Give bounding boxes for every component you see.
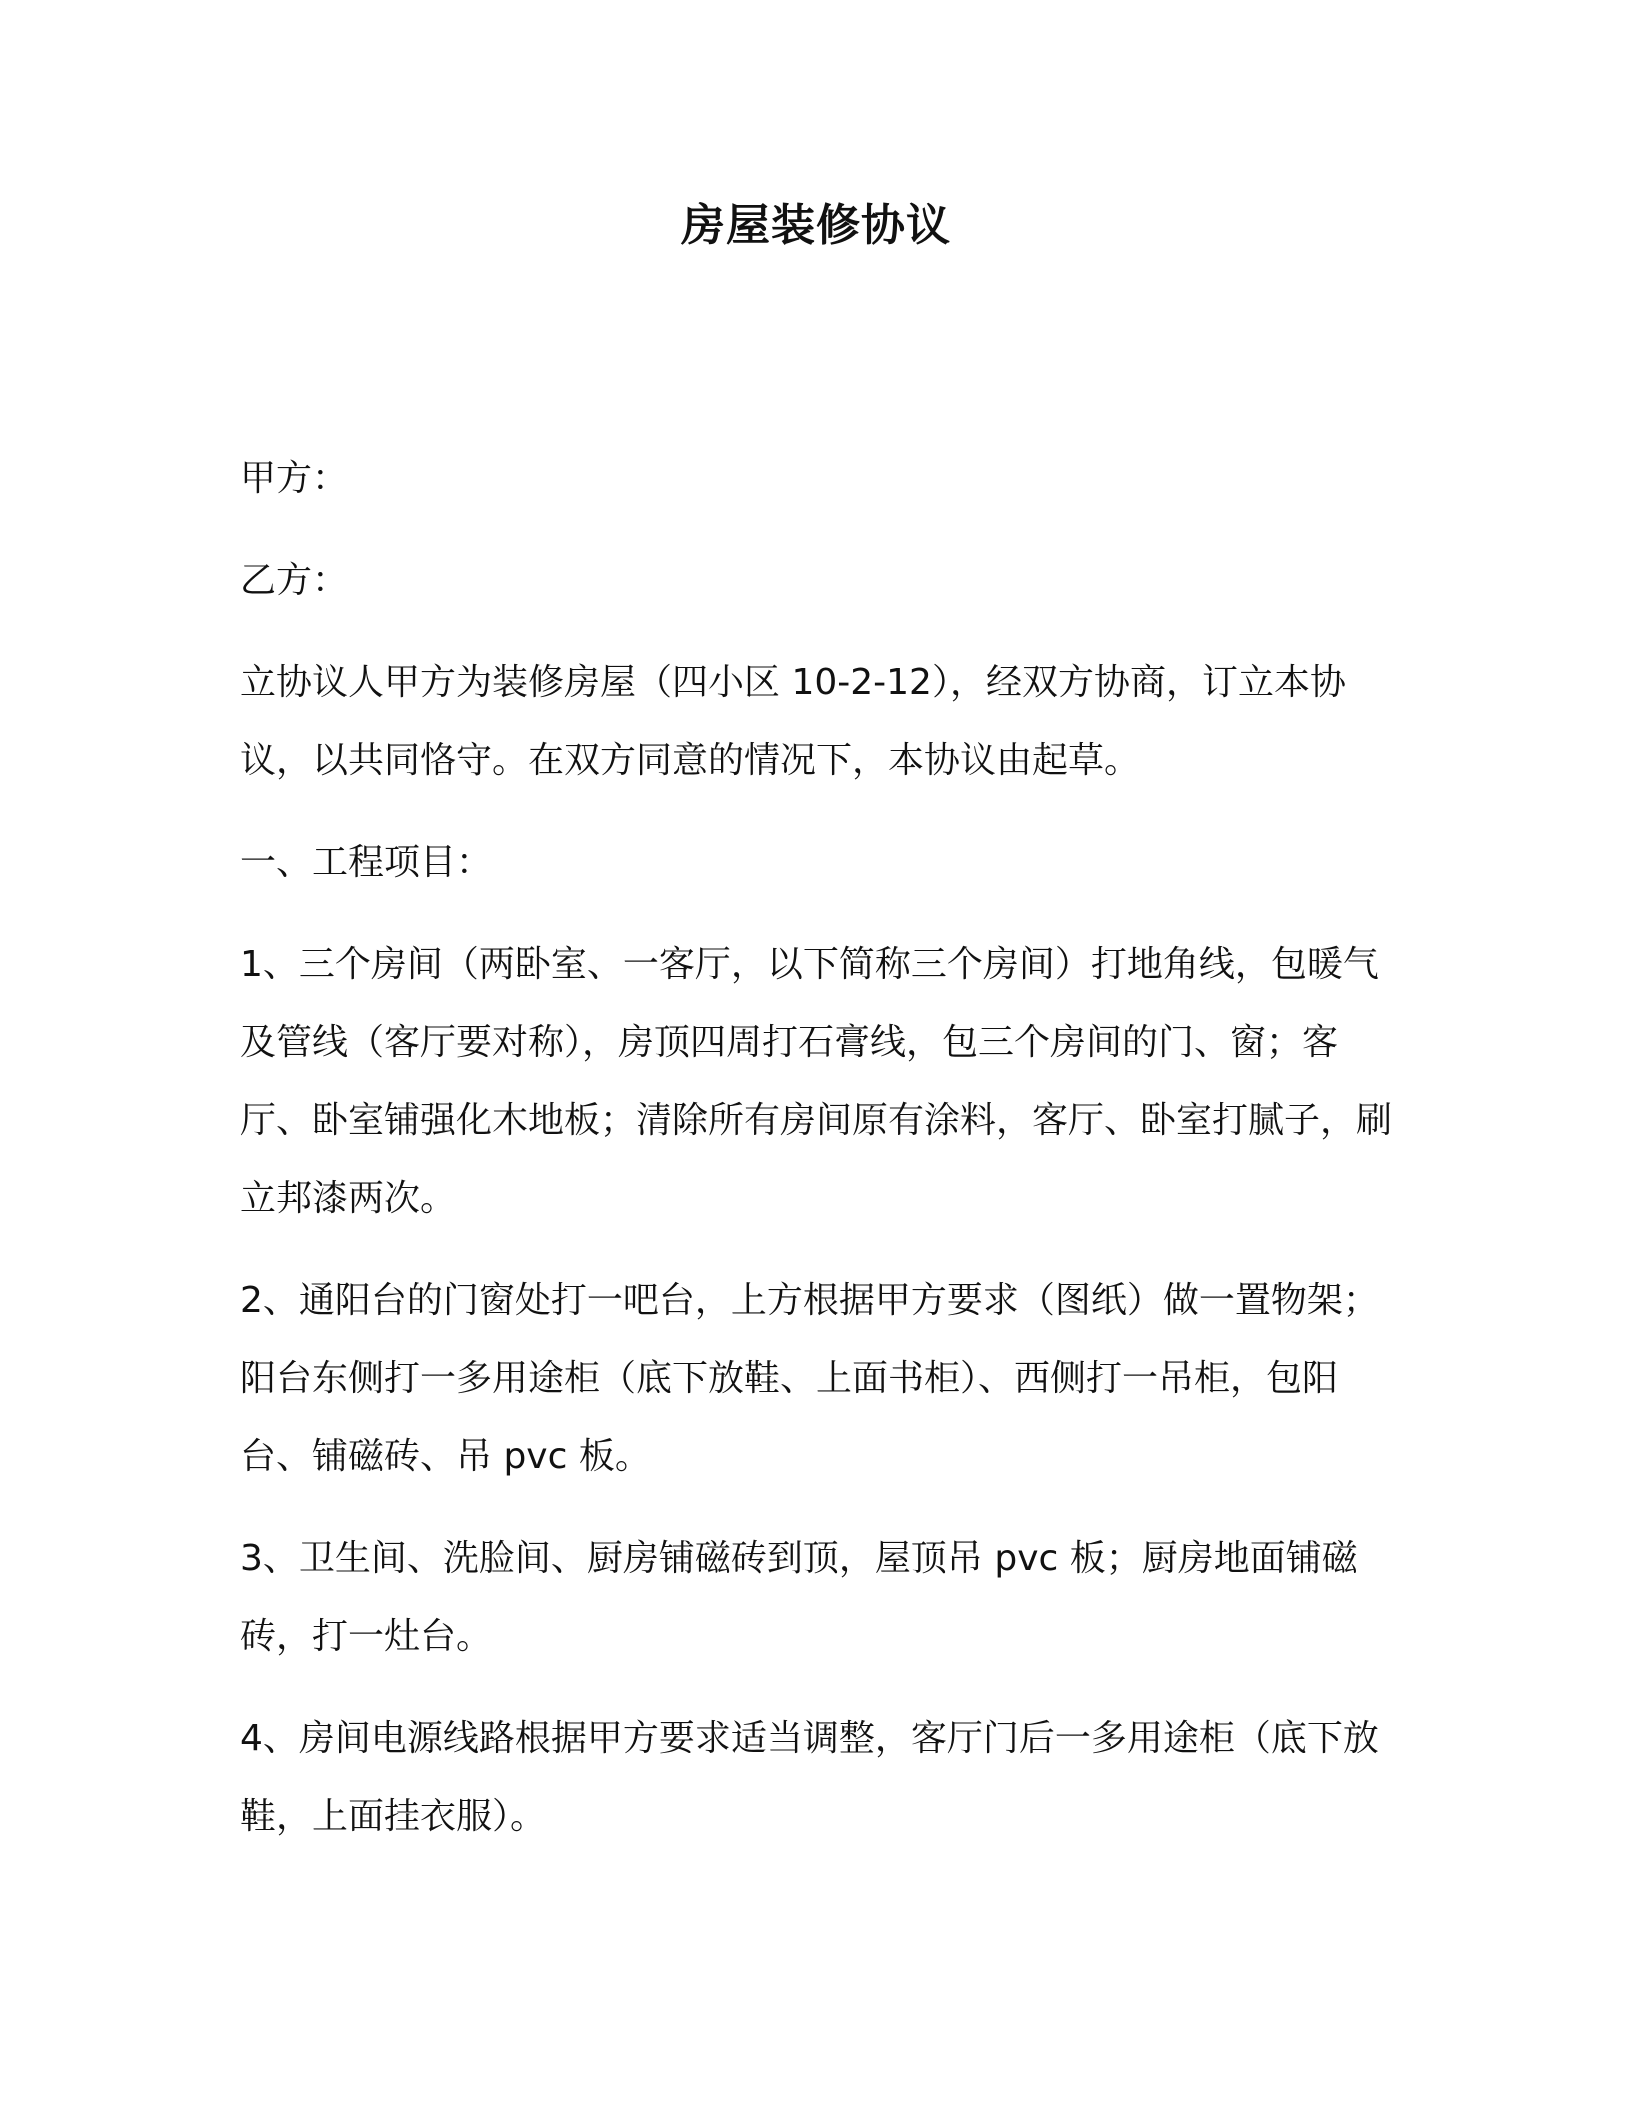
- document-title: 房屋装修协议: [681, 200, 951, 251]
- intro-paragraph: 立协议人甲方为装修房屋（四小区 10-2-12），经双方协商，订立本协议，以共同恪守。在双方同意的情况下，本协议由起草。: [240, 662, 1346, 781]
- party-b-line: 乙方：: [240, 560, 349, 601]
- section-heading: 一、工程项目：: [240, 842, 493, 883]
- item-paragraph-2: 2、通阳台的门窗处打一吧台，上方根据甲方要求（图纸）做一置物架；阳台东侧打一多用途柜（底下放鞋、上面书柜）、西侧打一吊柜，包阳台、铺磁砖、吊 pvc 板。: [240, 1280, 1379, 1477]
- item-paragraph-4: 4、房间电源线路根据甲方要求适当调整，客厅门后一多用途柜（底下放鞋，上面挂衣服）。: [240, 1718, 1379, 1837]
- document-body: [240, 440, 1395, 1880]
- party-a-line: 甲方：: [240, 458, 349, 499]
- item-paragraph-3: 3、卫生间、洗脸间、厨房铺磁砖到顶，屋顶吊 pvc 板；厨房地面铺磁砖，打一灶台。: [240, 1538, 1358, 1657]
- item-paragraph-1: 1、三个房间（两卧室、一客厅，以下简称三个房间）打地角线，包暖气及管线（客厅要对称），房顶四周打石膏线，包三个房间的门、窗；客厅、卧室铺强化木地板；清除所有房间原有涂料，客厅、卧室打腻子，刷立邦漆两次。: [240, 944, 1393, 1219]
